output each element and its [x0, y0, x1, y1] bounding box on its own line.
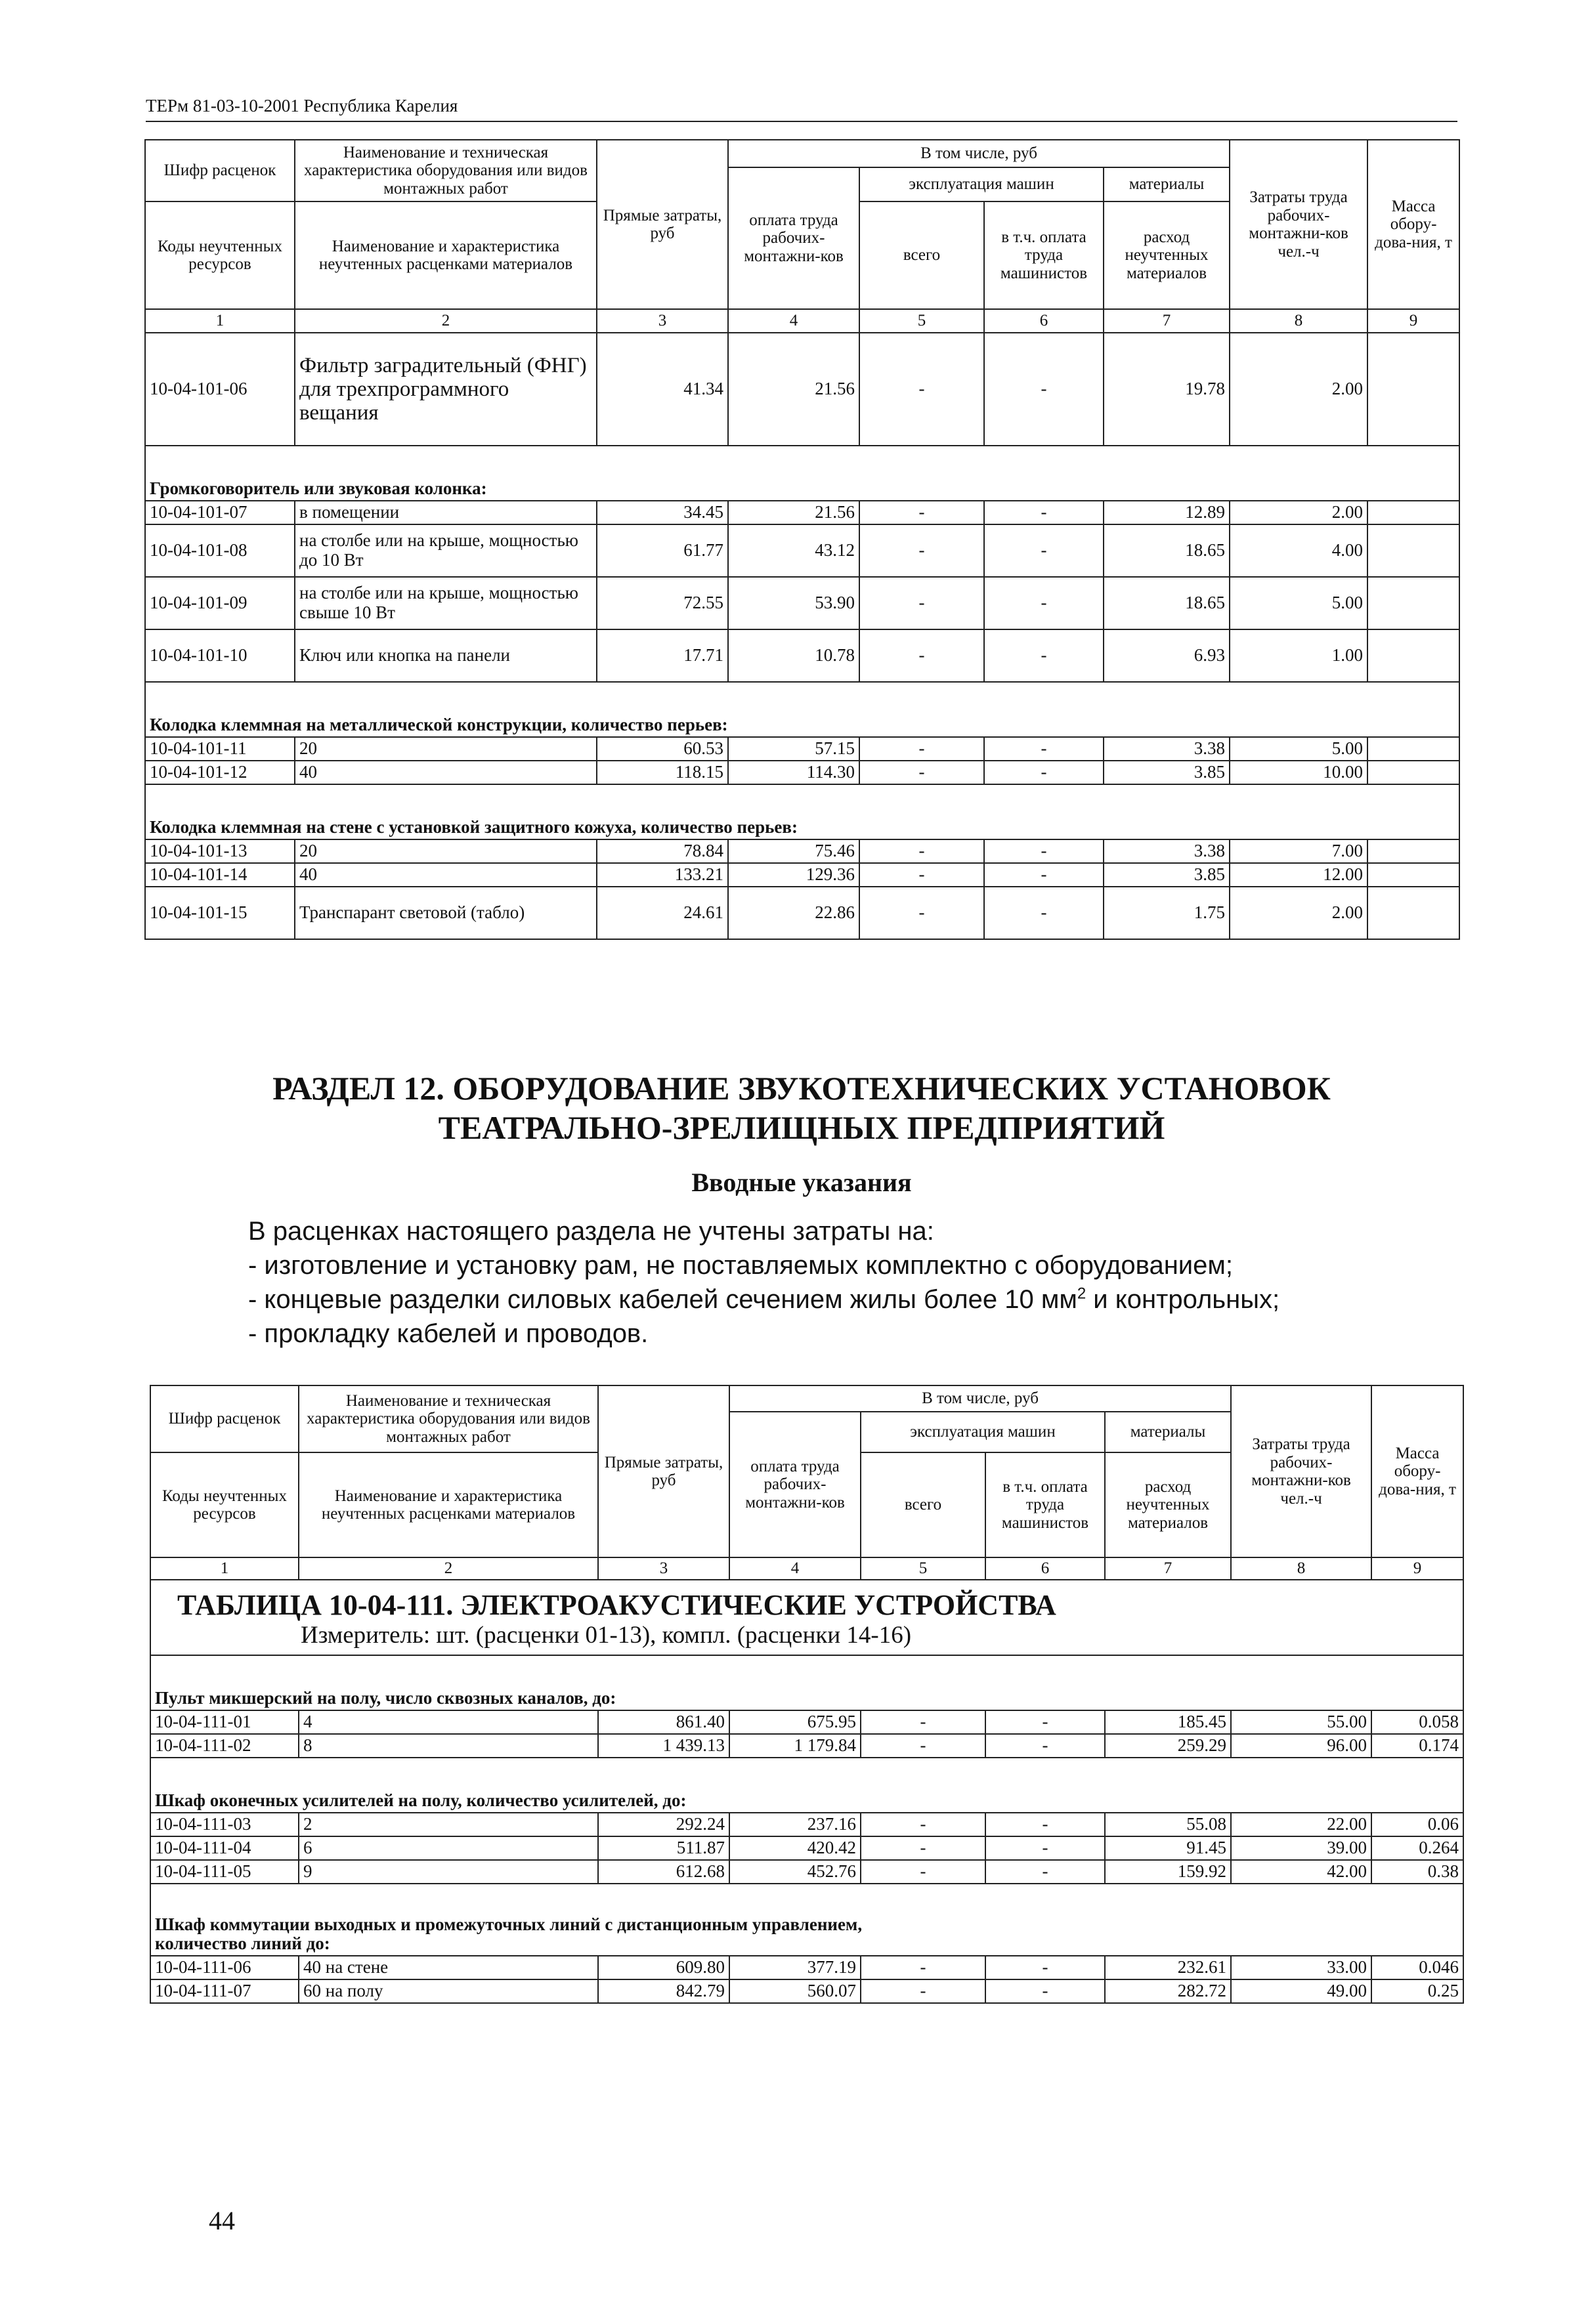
machines-labor: - — [985, 1710, 1105, 1734]
rate-name: 4 — [299, 1710, 598, 1734]
rate-code: 10-04-101-14 — [145, 863, 295, 887]
rate-code: 10-04-101-09 — [145, 577, 295, 629]
labor-hours: 2.00 — [1230, 501, 1367, 524]
table-row — [145, 887, 1459, 939]
rate-code: 10-04-101-15 — [145, 887, 295, 939]
equipment-mass: 0.058 — [1371, 1710, 1463, 1734]
materials: 12.89 — [1104, 501, 1230, 524]
machines-total: - — [861, 1734, 985, 1758]
col-number: 7 — [1104, 309, 1230, 333]
labor-hours: 1.00 — [1230, 629, 1367, 682]
machines-total: - — [859, 887, 984, 939]
equipment-mass — [1367, 761, 1459, 784]
machines-labor: - — [984, 839, 1104, 863]
rate-name: 9 — [299, 1860, 598, 1884]
table-row — [150, 1836, 1463, 1860]
direct-cost: 78.84 — [597, 839, 728, 863]
col-number: 3 — [598, 1557, 729, 1580]
equipment-mass — [1367, 524, 1459, 577]
section-title — [146, 1068, 1457, 1147]
page-number: 44 — [209, 2206, 235, 2235]
direct-cost: 60.53 — [597, 737, 728, 761]
labor-pay: 560.07 — [729, 1979, 861, 2003]
table-row — [150, 1710, 1463, 1734]
equipment-mass — [1367, 501, 1459, 524]
direct-cost: 133.21 — [597, 863, 728, 887]
labor-pay: 1 179.84 — [729, 1734, 861, 1758]
table-row — [150, 1979, 1463, 2003]
materials: 91.45 — [1105, 1836, 1231, 1860]
labor-hours: 10.00 — [1230, 761, 1367, 784]
group-heading: Громкоговоритель или звуковая колонка: — [145, 446, 1459, 501]
materials: 3.38 — [1104, 737, 1230, 761]
rate-code: 10-04-111-04 — [150, 1836, 299, 1860]
table-row — [145, 737, 1459, 761]
labor-hours: 5.00 — [1230, 737, 1367, 761]
materials: 18.65 — [1104, 524, 1230, 577]
col-number: 8 — [1231, 1557, 1371, 1580]
section-title-line-2: ТЕАТРАЛЬНО-ЗРЕЛИЩНЫХ ПРЕДПРИЯТИЙ — [438, 1109, 1165, 1146]
direct-cost: 842.79 — [598, 1979, 729, 2003]
materials: 1.75 — [1104, 887, 1230, 939]
rate-code: 10-04-101-13 — [145, 839, 295, 863]
equipment-mass: 0.25 — [1371, 1979, 1463, 2003]
materials: 3.38 — [1104, 839, 1230, 863]
table-row — [145, 524, 1459, 577]
col-mass: Масса обору-дова-ния, т — [1367, 140, 1459, 309]
labor-pay: 21.56 — [728, 501, 859, 524]
group-heading: Колодка клеммная на стене с установкой защитного кожуха, количество перьев: — [145, 784, 1459, 839]
group-heading-line: Шкаф коммутации выходных и промежуточных линий с дистанционным управлением, — [155, 1914, 863, 1934]
materials: 232.61 — [1105, 1956, 1231, 1979]
rate-code: 10-04-101-10 — [145, 629, 295, 682]
labor-hours: 33.00 — [1231, 1956, 1371, 1979]
machines-labor: - — [984, 761, 1104, 784]
direct-cost: 511.87 — [598, 1836, 729, 1860]
direct-cost: 24.61 — [597, 887, 728, 939]
rates-table-2 — [150, 1385, 1464, 2004]
labor-hours: 39.00 — [1231, 1836, 1371, 1860]
page-header: ТЕРм 81-03-10-2001 Республика Карелия — [146, 96, 458, 116]
rate-name: Транспарант световой (табло) — [295, 887, 597, 939]
labor-hours: 42.00 — [1231, 1860, 1371, 1884]
intro-item-text: - концевые разделки силовых кабелей сечением жилы более 10 мм — [248, 1285, 1077, 1314]
labor-hours: 96.00 — [1231, 1734, 1371, 1758]
col-number: 5 — [861, 1557, 985, 1580]
machines-labor: - — [985, 1956, 1105, 1979]
col-materials: материалы — [1105, 1412, 1231, 1452]
col-code-top: Шифр расценок — [145, 140, 295, 201]
intro-item-text: и контрольных; — [1086, 1285, 1280, 1314]
labor-pay: 377.19 — [729, 1956, 861, 1979]
col-machines: эксплуатация машин — [859, 167, 1104, 201]
rate-name: 20 — [295, 737, 597, 761]
direct-cost: 118.15 — [597, 761, 728, 784]
rate-code: 10-04-111-01 — [150, 1710, 299, 1734]
col-code-top: Шифр расценок — [150, 1385, 299, 1452]
machines-total: - — [859, 524, 984, 577]
machines-labor: - — [984, 333, 1104, 446]
labor-hours: 49.00 — [1231, 1979, 1371, 2003]
machines-labor: - — [985, 1979, 1105, 2003]
intro-item: - прокладку кабелей и проводов. — [248, 1319, 649, 1348]
rate-code: 10-04-101-11 — [145, 737, 295, 761]
materials: 282.72 — [1105, 1979, 1231, 2003]
machines-total: - — [861, 1813, 985, 1836]
direct-cost: 17.71 — [597, 629, 728, 682]
rate-name: 2 — [299, 1813, 598, 1836]
table-row — [145, 629, 1459, 682]
col-mat-unaccounted: расход неучтенных материалов — [1105, 1452, 1231, 1557]
rate-name: 40 — [295, 761, 597, 784]
labor-pay: 75.46 — [728, 839, 859, 863]
machines-total: - — [859, 333, 984, 446]
direct-cost: 609.80 — [598, 1956, 729, 1979]
col-number: 6 — [984, 309, 1104, 333]
rate-name: на столбе или на крыше, мощностью до 10 Вт — [295, 524, 597, 577]
table-row — [150, 1860, 1463, 1884]
direct-cost: 34.45 — [597, 501, 728, 524]
table-row — [145, 863, 1459, 887]
rate-code: 10-04-111-02 — [150, 1734, 299, 1758]
equipment-mass: 0.264 — [1371, 1836, 1463, 1860]
col-labor-pay: оплата труда рабочих-монтажни-ков — [729, 1412, 861, 1557]
equipment-mass — [1367, 629, 1459, 682]
col-mach-labor: в т.ч. оплата труда машинистов — [985, 1452, 1105, 1557]
table-row — [150, 1956, 1463, 1979]
col-including: В том числе, руб — [728, 140, 1230, 167]
col-direct: Прямые затраты, руб — [597, 140, 728, 309]
equipment-mass — [1367, 737, 1459, 761]
group-heading — [150, 1884, 1463, 1956]
rate-name: 6 — [299, 1836, 598, 1860]
machines-labor: - — [985, 1734, 1105, 1758]
rates-table-1 — [144, 139, 1460, 940]
direct-cost: 861.40 — [598, 1710, 729, 1734]
materials: 259.29 — [1105, 1734, 1231, 1758]
table-row — [150, 1734, 1463, 1758]
col-labor-cost: Затраты труда рабочих-монтажни-ков чел.-ч — [1230, 140, 1367, 309]
machines-labor: - — [984, 501, 1104, 524]
col-number: 9 — [1371, 1557, 1463, 1580]
intro-item — [248, 1282, 1456, 1317]
labor-pay: 129.36 — [728, 863, 859, 887]
labor-pay: 43.12 — [728, 524, 859, 577]
table-row — [145, 839, 1459, 863]
col-mach-labor: в т.ч. оплата труда машинистов — [984, 201, 1104, 309]
machines-total: - — [859, 629, 984, 682]
rate-code: 10-04-111-07 — [150, 1979, 299, 2003]
rate-name: 60 на полу — [299, 1979, 598, 2003]
materials: 185.45 — [1105, 1710, 1231, 1734]
col-number: 1 — [150, 1557, 299, 1580]
machines-labor: - — [984, 887, 1104, 939]
col-number: 3 — [597, 309, 728, 333]
labor-pay: 237.16 — [729, 1813, 861, 1836]
machines-labor: - — [984, 863, 1104, 887]
col-including: В том числе, руб — [729, 1385, 1231, 1412]
direct-cost: 61.77 — [597, 524, 728, 577]
col-direct: Прямые затраты, руб — [598, 1385, 729, 1557]
col-name-top: Наименование и техническая характеристика оборудования или видов монтажных работ — [295, 140, 597, 201]
col-materials: материалы — [1104, 167, 1230, 201]
rate-name: 8 — [299, 1734, 598, 1758]
machines-total: - — [859, 737, 984, 761]
table-title: ТАБЛИЦА 10-04-111. ЭЛЕКТРОАКУСТИЧЕСКИЕ УСТРОЙСТВА — [177, 1589, 1056, 1621]
direct-cost: 72.55 — [597, 577, 728, 629]
group-heading: Пульт микшерский на полу, число сквозных каналов, до: — [150, 1655, 1463, 1710]
superscript: 2 — [1077, 1284, 1086, 1303]
group-heading: Колодка клеммная на металлической конструкции, количество перьев: — [145, 682, 1459, 737]
section-title-line-1: РАЗДЕЛ 12. ОБОРУДОВАНИЕ ЗВУКОТЕХНИЧЕСКИХ УСТАНОВОК — [272, 1070, 1331, 1107]
col-name-bottom: Наименование и характеристика неучтенных расценками материалов — [299, 1452, 598, 1557]
group-heading-line: количество линий до: — [155, 1933, 330, 1954]
machines-total: - — [859, 501, 984, 524]
table-row — [145, 333, 1459, 446]
col-number: 7 — [1105, 1557, 1231, 1580]
machines-labor: - — [985, 1813, 1105, 1836]
materials: 3.85 — [1104, 761, 1230, 784]
labor-pay: 420.42 — [729, 1836, 861, 1860]
labor-pay: 675.95 — [729, 1710, 861, 1734]
col-code-bottom: Коды неучтенных ресурсов — [150, 1452, 299, 1557]
rate-name: на столбе или на крыше, мощностью свыше 10 Вт — [295, 577, 597, 629]
machines-total: - — [861, 1710, 985, 1734]
machines-labor: - — [985, 1860, 1105, 1884]
col-labor-pay: оплата труда рабочих-монтажни-ков — [728, 167, 859, 309]
rate-code: 10-04-101-07 — [145, 501, 295, 524]
table-row — [150, 1813, 1463, 1836]
section-subtitle: Вводные указания — [691, 1168, 912, 1197]
machines-labor: - — [985, 1836, 1105, 1860]
machines-total: - — [861, 1979, 985, 2003]
direct-cost: 612.68 — [598, 1860, 729, 1884]
labor-hours: 22.00 — [1231, 1813, 1371, 1836]
direct-cost: 41.34 — [597, 333, 728, 446]
col-mass: Масса обору-дова-ния, т — [1371, 1385, 1463, 1557]
machines-labor: - — [984, 737, 1104, 761]
col-mat-unaccounted: расход неучтенных материалов — [1104, 201, 1230, 309]
machines-total: - — [859, 839, 984, 863]
col-number: 2 — [295, 309, 597, 333]
machines-total: - — [859, 577, 984, 629]
equipment-mass — [1367, 839, 1459, 863]
col-name-bottom: Наименование и характеристика неучтенных расценками материалов — [295, 201, 597, 309]
rate-code: 10-04-111-06 — [150, 1956, 299, 1979]
col-machines: эксплуатация машин — [861, 1412, 1105, 1452]
col-code-bottom: Коды неучтенных ресурсов — [145, 201, 295, 309]
rate-code: 10-04-111-03 — [150, 1813, 299, 1836]
materials: 19.78 — [1104, 333, 1230, 446]
labor-pay: 21.56 — [728, 333, 859, 446]
labor-hours: 5.00 — [1230, 577, 1367, 629]
equipment-mass: 0.046 — [1371, 1956, 1463, 1979]
table-title-cell — [150, 1580, 1463, 1655]
machines-total: - — [859, 863, 984, 887]
labor-hours: 7.00 — [1230, 839, 1367, 863]
col-number: 4 — [728, 309, 859, 333]
col-mach-total: всего — [859, 201, 984, 309]
table-row — [145, 761, 1459, 784]
labor-pay: 22.86 — [728, 887, 859, 939]
machines-total: - — [861, 1836, 985, 1860]
table-row — [145, 501, 1459, 524]
materials: 159.92 — [1105, 1860, 1231, 1884]
col-mach-total: всего — [861, 1452, 985, 1557]
col-number: 4 — [729, 1557, 861, 1580]
col-number: 2 — [299, 1557, 598, 1580]
machines-labor: - — [984, 629, 1104, 682]
direct-cost: 292.24 — [598, 1813, 729, 1836]
intro-text — [248, 1214, 1456, 1351]
materials: 18.65 — [1104, 577, 1230, 629]
rate-name: 20 — [295, 839, 597, 863]
machines-labor: - — [984, 577, 1104, 629]
equipment-mass: 0.174 — [1371, 1734, 1463, 1758]
materials: 3.85 — [1104, 863, 1230, 887]
labor-hours: 4.00 — [1230, 524, 1367, 577]
equipment-mass — [1367, 577, 1459, 629]
labor-hours: 2.00 — [1230, 333, 1367, 446]
rate-name: Ключ или кнопка на панели — [295, 629, 597, 682]
labor-pay: 57.15 — [728, 737, 859, 761]
materials: 55.08 — [1105, 1813, 1231, 1836]
intro-lead: В расценках настоящего раздела не учтены затраты на: — [248, 1217, 934, 1246]
table-row — [145, 577, 1459, 629]
machines-total: - — [861, 1956, 985, 1979]
labor-pay: 53.90 — [728, 577, 859, 629]
equipment-mass — [1367, 333, 1459, 446]
direct-cost: 1 439.13 — [598, 1734, 729, 1758]
intro-item: - изготовление и установку рам, не поставляемых комплектно с оборудованием; — [248, 1251, 1233, 1280]
col-number: 1 — [145, 309, 295, 333]
rate-code: 10-04-101-06 — [145, 333, 295, 446]
labor-hours: 2.00 — [1230, 887, 1367, 939]
rate-code: 10-04-111-05 — [150, 1860, 299, 1884]
col-number: 6 — [985, 1557, 1105, 1580]
rate-name: 40 — [295, 863, 597, 887]
header-rule — [146, 121, 1457, 122]
equipment-mass: 0.38 — [1371, 1860, 1463, 1884]
table-measure: Измеритель: шт. (расценки 01-13), компл. (расценки 14-16) — [301, 1622, 912, 1649]
equipment-mass: 0.06 — [1371, 1813, 1463, 1836]
machines-total: - — [859, 761, 984, 784]
machines-labor: - — [984, 524, 1104, 577]
col-number: 9 — [1367, 309, 1459, 333]
rate-name: в помещении — [295, 501, 597, 524]
labor-hours: 55.00 — [1231, 1710, 1371, 1734]
col-number: 8 — [1230, 309, 1367, 333]
rate-code: 10-04-101-12 — [145, 761, 295, 784]
labor-pay: 10.78 — [728, 629, 859, 682]
group-heading: Шкаф оконечных усилителей на полу, количество усилителей, до: — [150, 1758, 1463, 1813]
labor-hours: 12.00 — [1230, 863, 1367, 887]
labor-pay: 114.30 — [728, 761, 859, 784]
rate-code: 10-04-101-08 — [145, 524, 295, 577]
col-name-top: Наименование и техническая характеристика оборудования или видов монтажных работ — [299, 1385, 598, 1452]
equipment-mass — [1367, 863, 1459, 887]
machines-total: - — [861, 1860, 985, 1884]
rate-name: Фильтр заградительный (ФНГ) для трехпрограммного вещания — [295, 333, 597, 446]
col-labor-cost: Затраты труда рабочих-монтажни-ков чел.-ч — [1231, 1385, 1371, 1557]
materials: 6.93 — [1104, 629, 1230, 682]
labor-pay: 452.76 — [729, 1860, 861, 1884]
equipment-mass — [1367, 887, 1459, 939]
col-number: 5 — [859, 309, 984, 333]
rate-name: 40 на стене — [299, 1956, 598, 1979]
